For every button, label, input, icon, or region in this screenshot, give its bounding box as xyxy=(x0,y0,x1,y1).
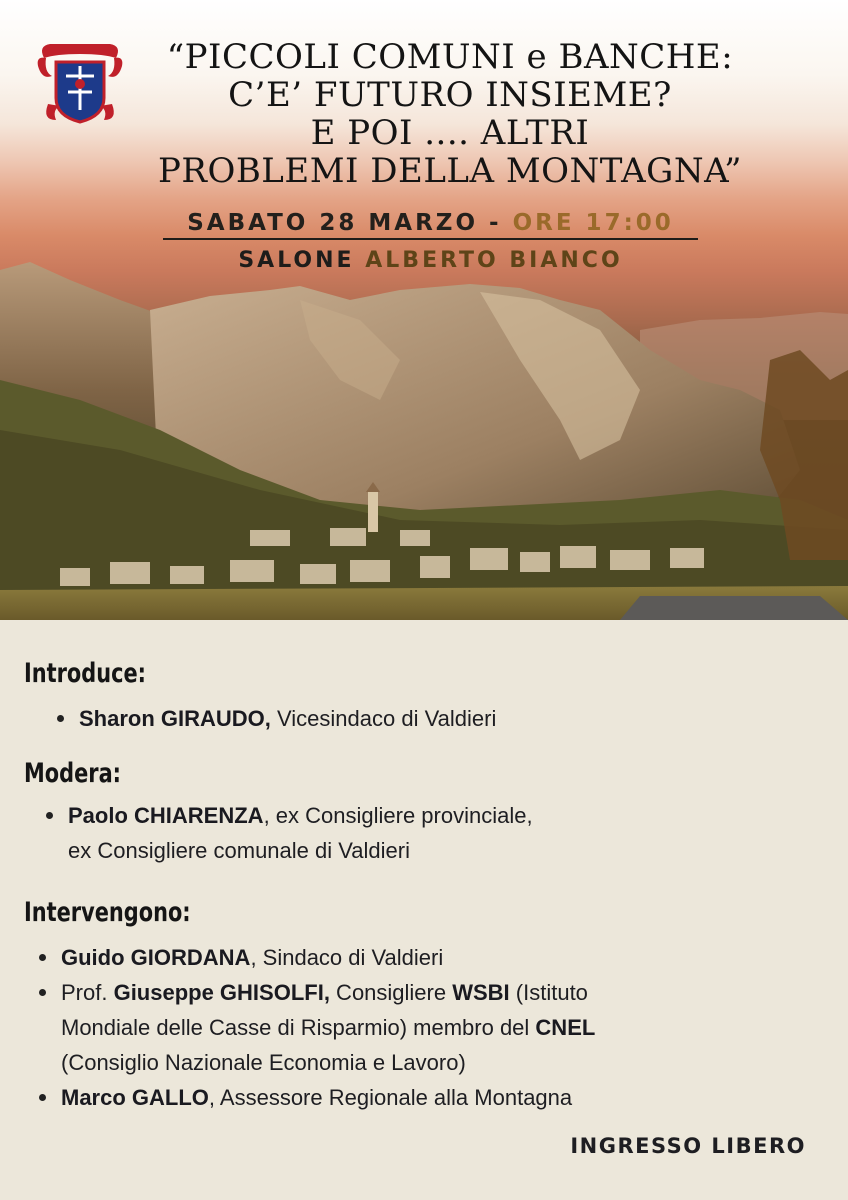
event-date xyxy=(163,210,698,240)
venue-prefix: SALONE xyxy=(238,248,366,273)
list-item xyxy=(61,975,821,1080)
speaker-role: Consigliere xyxy=(329,980,453,1005)
section-heading-introduce: Introduce: xyxy=(24,658,147,689)
title-line-1: “PICCOLI COMUNI e BANCHE: xyxy=(166,37,734,77)
list-item xyxy=(61,940,821,975)
free-entry-note: INGRESSO LIBERO xyxy=(570,1134,806,1158)
introduce-list xyxy=(79,701,496,736)
section-heading-intervengono: Intervengono: xyxy=(24,897,191,928)
speaker-name: Guido GIORDANA xyxy=(61,945,251,970)
intervengono-list xyxy=(61,940,821,1115)
time-text: ORE 17:00 xyxy=(512,210,674,236)
speaker-title: Prof. xyxy=(61,980,114,1005)
speaker-name: Sharon GIRAUDO, xyxy=(79,706,271,731)
speaker-name: Marco GALLO xyxy=(61,1085,209,1110)
speaker-role: , Sindaco di Valdieri xyxy=(250,945,444,970)
speaker-role-line2: ex Consigliere comunale di Valdieri xyxy=(68,838,410,863)
org-acronym: CNEL xyxy=(535,1015,596,1040)
title-line-3: E POI .... ALTRI xyxy=(310,113,590,153)
section-heading-modera: Modera: xyxy=(24,758,122,789)
org-description: (Istituto xyxy=(509,980,588,1005)
event-venue xyxy=(163,248,698,273)
event-title xyxy=(100,38,800,190)
speaker-role: Vicesindaco di Valdieri xyxy=(270,706,497,731)
title-line-2: C’E’ FUTURO INSIEME? xyxy=(228,75,672,115)
speaker-role: , ex Consigliere provinciale, xyxy=(263,803,533,828)
venue-name: ALBERTO BIANCO xyxy=(365,248,623,273)
list-item xyxy=(68,798,533,868)
speaker-role-line3: (Consiglio Nazionale Economia e Lavoro) xyxy=(61,1050,466,1075)
speaker-name: Giuseppe GHISOLFI, xyxy=(113,980,330,1005)
list-item xyxy=(61,1080,821,1115)
modera-list xyxy=(68,798,533,868)
speaker-role: , Assessore Regionale alla Montagna xyxy=(208,1085,573,1110)
title-line-4: PROBLEMI DELLA MONTAGNA” xyxy=(157,151,743,191)
org-acronym: WSBI xyxy=(452,980,510,1005)
date-text: SABATO 28 MARZO - xyxy=(187,210,513,236)
speaker-name: Paolo CHIARENZA xyxy=(68,803,264,828)
speaker-role-line2: Mondiale delle Casse di Risparmio) membro del xyxy=(61,1015,536,1040)
list-item xyxy=(79,701,496,736)
